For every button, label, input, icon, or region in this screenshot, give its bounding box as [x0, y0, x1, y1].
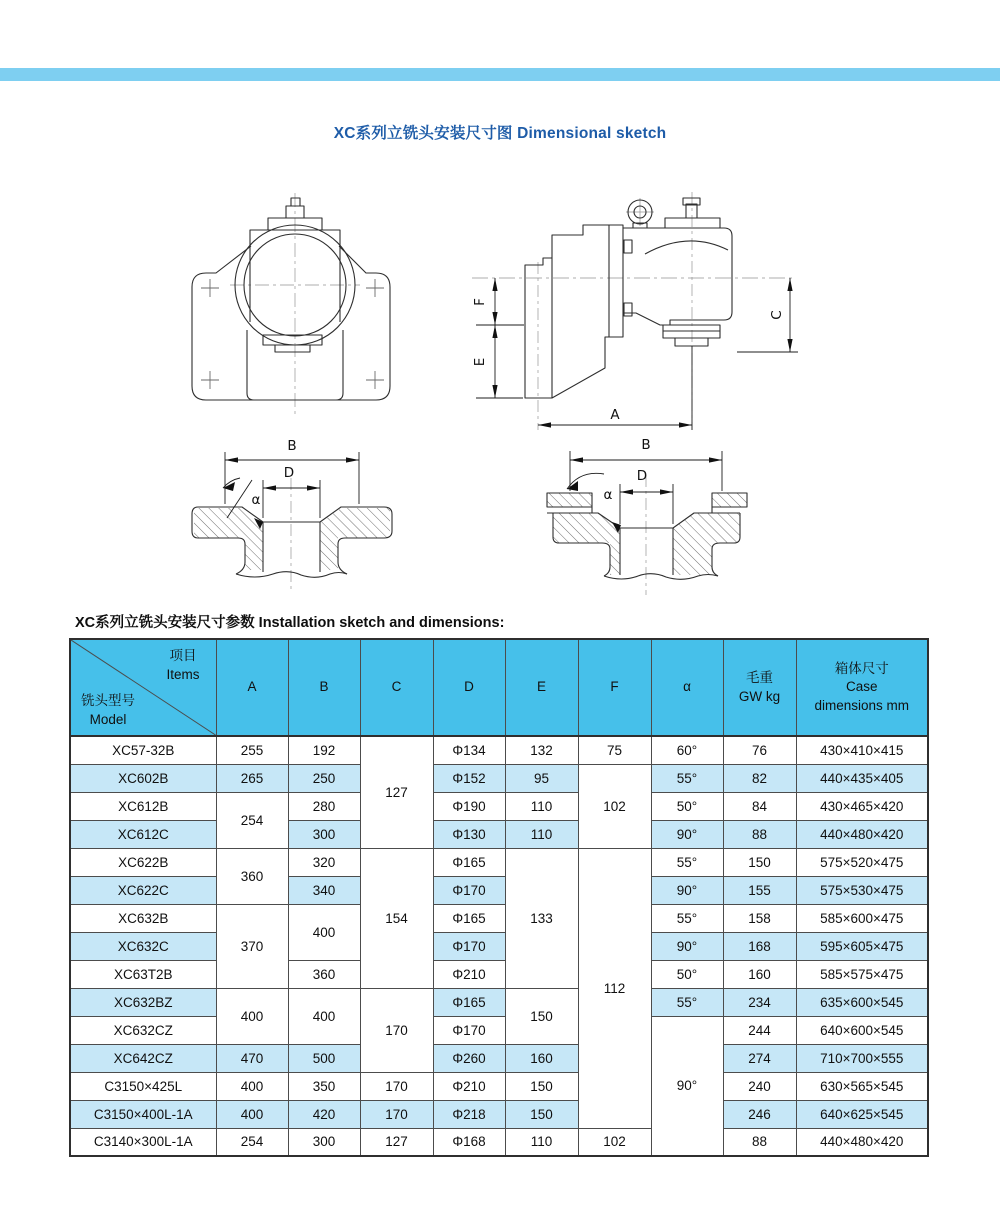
cell-model: C3140×300L-1A [70, 1128, 216, 1156]
cell-a: 255 [216, 736, 288, 764]
case-en: Case [845, 679, 878, 695]
cell-case: 575×520×475 [796, 848, 928, 876]
cell-a: 254 [216, 1128, 288, 1156]
section-title: XC系列立铣头安装尺寸参数 Installation sketch and dimensions: [75, 615, 505, 631]
cell-d: Φ134 [433, 736, 505, 764]
cell-alpha: 90° [651, 876, 723, 904]
cell-d: Φ152 [433, 764, 505, 792]
cell-alpha: 90° [651, 1016, 723, 1156]
cell-model: XC612B [70, 792, 216, 820]
gw-zh: 毛重 [746, 670, 773, 686]
page-title: XC系列立铣头安装尺寸图 Dimensional sketch [333, 125, 667, 142]
table-row [70, 1100, 928, 1128]
case-zh: 箱体尺寸 [834, 661, 889, 677]
cell-c: 170 [360, 988, 433, 1072]
table-row [70, 1016, 928, 1044]
cell-case: 575×530×475 [796, 876, 928, 904]
cell-model: XC632CZ [70, 1016, 216, 1044]
cell-alpha: 55° [651, 988, 723, 1016]
model-zh: 铣头型号 [81, 693, 135, 709]
cell-b: 300 [288, 820, 360, 848]
cell-case: 440×480×420 [796, 820, 928, 848]
side-view-drawing [440, 180, 840, 440]
header-items-model [70, 639, 216, 736]
cell-e: 110 [505, 820, 578, 848]
cell-a: 254 [216, 792, 288, 848]
header-col-d: D [433, 639, 505, 736]
cell-case: 440×435×405 [796, 764, 928, 792]
cell-e: 150 [505, 1100, 578, 1128]
cell-gw: 155 [723, 876, 796, 904]
cell-model: XC632BZ [70, 988, 216, 1016]
cell-b: 320 [288, 848, 360, 876]
cell-alpha: 90° [651, 820, 723, 848]
table-row [70, 820, 928, 848]
cell-b: 340 [288, 876, 360, 904]
items-zh: 项目 [169, 648, 197, 663]
side-view-arrowheads [492, 278, 792, 428]
cell-b: 192 [288, 736, 360, 764]
cell-c: 170 [360, 1072, 433, 1100]
cross-section-left-svg [170, 430, 440, 605]
cell-model: XC642CZ [70, 1044, 216, 1072]
gw-en: GW kg [738, 688, 781, 704]
cell-case: 430×410×415 [796, 736, 928, 764]
cell-c: 127 [360, 1128, 433, 1156]
cell-model: XC632B [70, 904, 216, 932]
cell-e: 132 [505, 736, 578, 764]
dim-label-d: D [283, 465, 295, 481]
cell-gw: 246 [723, 1100, 796, 1128]
cell-case: 635×600×545 [796, 988, 928, 1016]
header-col-a: A [216, 639, 288, 736]
cell-model: XC63T2B [70, 960, 216, 988]
cell-case: 440×480×420 [796, 1128, 928, 1156]
header-col-b: B [288, 639, 360, 736]
mount-hole-crosshairs [201, 279, 384, 389]
front-view-outline [192, 198, 390, 400]
table-row [70, 932, 928, 960]
cell-model: XC632C [70, 932, 216, 960]
cell-d: Φ130 [433, 820, 505, 848]
cell-d: Φ190 [433, 792, 505, 820]
cell-a: 400 [216, 988, 288, 1044]
cell-d: Φ170 [433, 1016, 505, 1044]
cell-d: Φ170 [433, 932, 505, 960]
header-model-label [81, 692, 135, 730]
table-row [70, 1072, 928, 1100]
cell-d: Φ168 [433, 1128, 505, 1156]
cell-d: Φ218 [433, 1100, 505, 1128]
cell-b: 350 [288, 1072, 360, 1100]
cell-model: C3150×425L [70, 1072, 216, 1100]
cell-b: 250 [288, 764, 360, 792]
cell-gw: 160 [723, 960, 796, 988]
cell-alpha: 60° [651, 736, 723, 764]
cell-c: 170 [360, 1100, 433, 1128]
cell-case: 595×605×475 [796, 932, 928, 960]
cell-d: Φ210 [433, 1072, 505, 1100]
cell-f: 75 [578, 736, 651, 764]
front-view-drawing [150, 190, 410, 425]
cell-gw: 84 [723, 792, 796, 820]
table-row [70, 988, 928, 1016]
cell-a: 400 [216, 1100, 288, 1128]
cell-f: 102 [578, 1128, 651, 1156]
side-view-dimensions [476, 278, 798, 430]
items-en: Items [166, 666, 200, 682]
cell-b: 500 [288, 1044, 360, 1072]
cross-section-right-svg [530, 425, 800, 605]
cell-f: 112 [578, 848, 651, 1128]
dim-label-e: E [472, 357, 488, 367]
cell-case: 710×700×555 [796, 1044, 928, 1072]
cell-gw: 88 [723, 820, 796, 848]
top-accent-bar [0, 68, 1000, 81]
cell-case: 585×575×475 [796, 960, 928, 988]
header-col-gw [723, 639, 796, 736]
cross-section-left-drawing [170, 430, 440, 610]
cell-alpha: 50° [651, 960, 723, 988]
cell-model: XC602B [70, 764, 216, 792]
dim-label-f: F [472, 298, 488, 306]
cell-gw: 82 [723, 764, 796, 792]
cell-alpha: 55° [651, 848, 723, 876]
cell-alpha: 90° [651, 932, 723, 960]
cell-case: 585×600×475 [796, 904, 928, 932]
cell-model: C3150×400L-1A [70, 1100, 216, 1128]
cell-alpha: 55° [651, 904, 723, 932]
front-view-svg [150, 190, 410, 420]
cell-alpha: 55° [651, 764, 723, 792]
table-row [70, 876, 928, 904]
table-row [70, 792, 928, 820]
cell-b: 300 [288, 1128, 360, 1156]
section-right-hatch [547, 493, 747, 575]
cell-case: 430×465×420 [796, 792, 928, 820]
cell-e: 150 [505, 1072, 578, 1100]
dim-label-b: B [641, 437, 651, 453]
cell-f: 102 [578, 764, 651, 848]
table-row [70, 848, 928, 876]
cell-model: XC622B [70, 848, 216, 876]
header-col-c: C [360, 639, 433, 736]
cross-section-right-drawing [530, 425, 800, 610]
dim-label-c: C [769, 310, 785, 320]
cell-gw: 168 [723, 932, 796, 960]
cell-model: XC622C [70, 876, 216, 904]
table-row [70, 960, 928, 988]
cell-case: 640×600×545 [796, 1016, 928, 1044]
cell-d: Φ210 [433, 960, 505, 988]
cell-b: 360 [288, 960, 360, 988]
cell-c: 154 [360, 848, 433, 988]
header-col-f: F [578, 639, 651, 736]
model-en: Model [89, 712, 127, 728]
dimensions-table [69, 638, 929, 1157]
table-row [70, 1044, 928, 1072]
cell-b: 400 [288, 988, 360, 1044]
dim-label-alpha: α [603, 487, 613, 503]
cell-e: 110 [505, 792, 578, 820]
cell-alpha: 50° [651, 792, 723, 820]
cell-gw: 150 [723, 848, 796, 876]
cell-a: 370 [216, 904, 288, 988]
header-col-e: E [505, 639, 578, 736]
cell-case: 630×565×545 [796, 1072, 928, 1100]
cell-gw: 244 [723, 1016, 796, 1044]
case-en2: dimensions mm [814, 697, 910, 713]
cell-b: 420 [288, 1100, 360, 1128]
cell-gw: 240 [723, 1072, 796, 1100]
cell-d: Φ170 [433, 876, 505, 904]
cell-gw: 88 [723, 1128, 796, 1156]
cell-e: 95 [505, 764, 578, 792]
dim-label-a: A [610, 407, 620, 423]
side-view-outline [525, 198, 732, 398]
cell-case: 640×625×545 [796, 1100, 928, 1128]
cell-d: Φ165 [433, 848, 505, 876]
dim-label-b: B [287, 438, 297, 454]
cell-gw: 274 [723, 1044, 796, 1072]
cell-a: 360 [216, 848, 288, 904]
cell-b: 280 [288, 792, 360, 820]
cell-a: 400 [216, 1072, 288, 1100]
cell-c: 127 [360, 736, 433, 848]
cell-d: Φ260 [433, 1044, 505, 1072]
header-row [70, 639, 928, 736]
cell-model: XC57-32B [70, 736, 216, 764]
side-view-svg [440, 180, 840, 435]
cell-gw: 76 [723, 736, 796, 764]
cell-gw: 234 [723, 988, 796, 1016]
cell-e: 160 [505, 1044, 578, 1072]
table-row [70, 764, 928, 792]
header-col-alpha: α [651, 639, 723, 736]
cell-a: 470 [216, 1044, 288, 1072]
cell-b: 400 [288, 904, 360, 960]
cell-gw: 158 [723, 904, 796, 932]
dim-label-alpha: α [251, 492, 261, 508]
cell-d: Φ165 [433, 904, 505, 932]
table-row [70, 1128, 928, 1156]
cell-model: XC612C [70, 820, 216, 848]
cell-d: Φ165 [433, 988, 505, 1016]
table-row [70, 904, 928, 932]
header-col-case [796, 639, 928, 736]
header-items-label [166, 647, 199, 685]
cell-e: 150 [505, 988, 578, 1044]
cell-a: 265 [216, 764, 288, 792]
cell-e: 110 [505, 1128, 578, 1156]
table-row [70, 736, 928, 764]
section-left-hatch [194, 508, 390, 570]
dim-label-d: D [636, 468, 648, 484]
cell-e: 133 [505, 848, 578, 988]
